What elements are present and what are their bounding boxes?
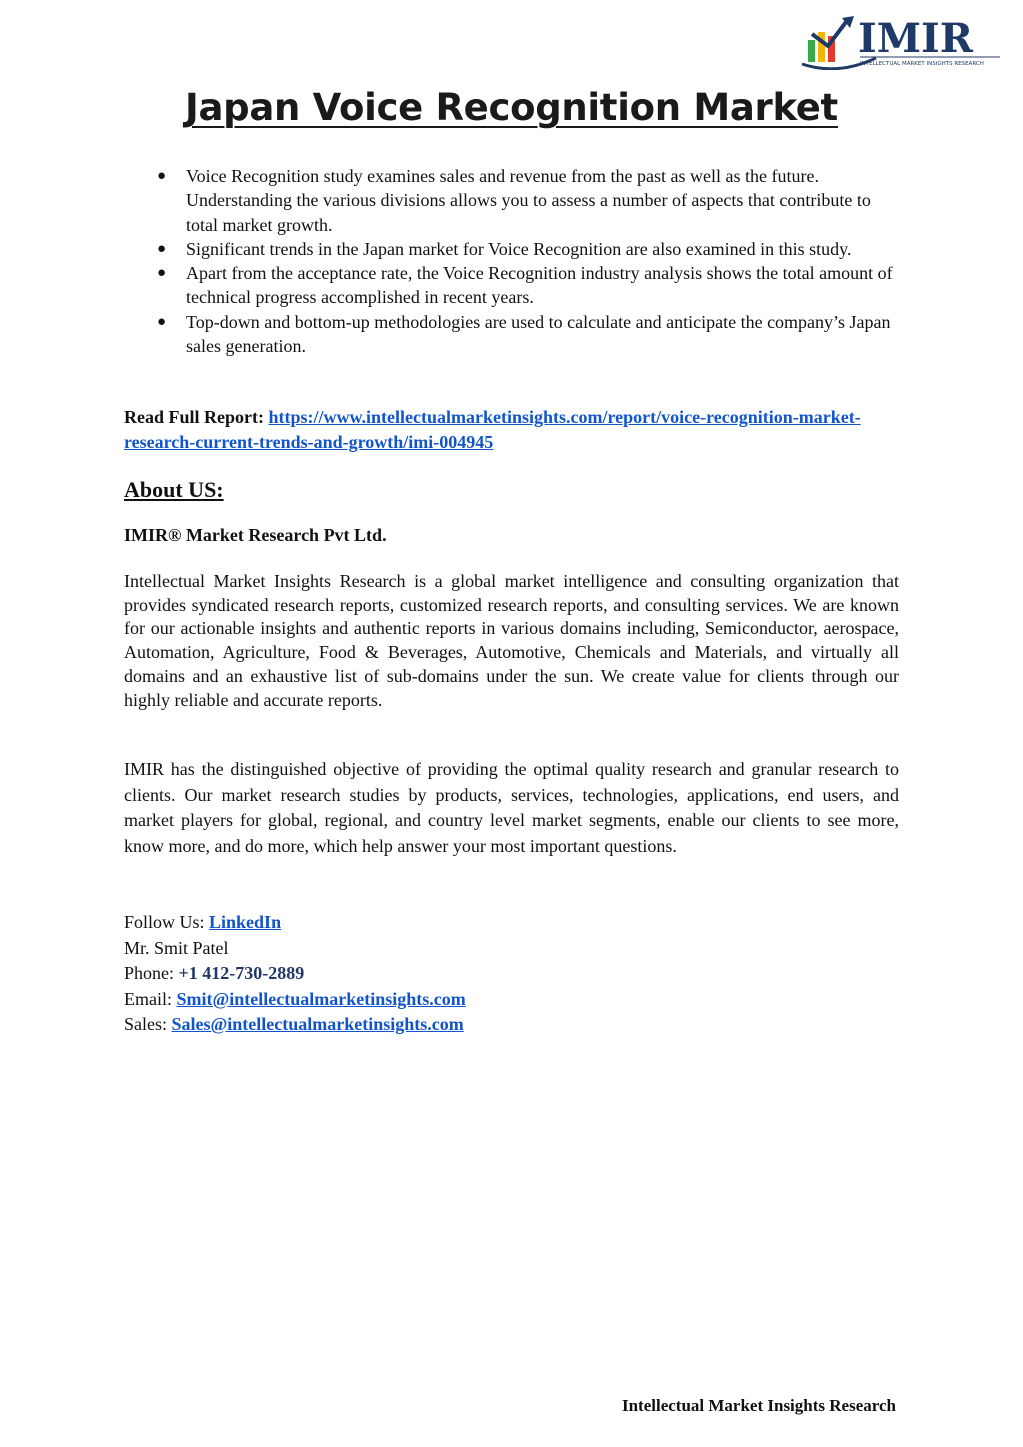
read-full-label: Read Full Report: [124,407,264,427]
contact-name: Mr. Smit Patel [124,937,229,958]
sales-row: Sales: Sales@intellectualmarketinsights.com [124,1014,464,1034]
sales-email-link[interactable]: Sales@intellectualmarketinsights.com [171,1014,464,1034]
follow-row: Follow Us: LinkedIn [124,912,282,932]
page-title: Japan Voice Recognition Market [185,86,838,129]
bullet-dot-icon: ● [157,240,167,257]
phone-number: +1 412-730-2889 [178,963,305,983]
about-paragraph-2: IMIR has the distinguished objective of providing the optimal quality research and granular research to clients. Our market research studies by products, services, technologies, applications, end users, and market players for global, regional, and country level market segments, enable our clients to see more, know more, and do more, which help answer your most important questions. [124,759,899,856]
read-full-report [124,405,904,455]
about-paragraph-1: Intellectual Market Insights Research is a global market intelligence and consulting organization that provides syndicated research reports, customized research reports, and consulting services. We are known for our actionable insights and authentic reports in various domains including, Semiconductor, aerospace, Automation, Agriculture, Food & Beverages, Automotive, Chemicals and Materials, and virtually all domains and an exhaustive list of sub-domains under the sun. We create value for clients through our highly reliable and accurate reports. [124,571,899,710]
bullet-dot-icon: ● [157,168,167,184]
imir-logo [798,14,1003,70]
bullet-item: ● Apart from the acceptance rate, the Voice Recognition industry analysis shows the total amount of technical progress accomplished in recent years. [157,263,893,308]
bullet-dot-icon: ● [157,313,167,330]
about-heading: About US: [124,477,224,502]
logo-tagline: INTELLECTUAL MARKET INSIGHTS RESEARCH [860,61,984,67]
bullet-item: ● Voice Recognition study examines sales and revenue from the past as well as the future. Understanding the various divisions allows you to assess a number of aspects that contribute to total market growth. [157,166,871,235]
bullet-item: ● Top-down and bottom-up methodologies are used to calculate and anticipate the company’s Japan sales generation. [157,311,891,357]
company-name: IMIR® Market Research Pvt Ltd. [124,525,387,545]
contact-block [124,910,466,1038]
logo-wordmark: IMIR [858,15,973,62]
footer-text: Intellectual Market Insights Research [621,1396,896,1415]
bullet-dot-icon: ● [157,265,167,282]
linkedin-link[interactable]: LinkedIn [209,912,282,932]
email-row: Email: Smit@intellectualmarketinsights.com [124,988,466,1009]
bullet-list [157,164,902,358]
bullet-item: ● Significant trends in the Japan market for Voice Recognition are also examined in this study. [186,237,902,261]
email-link[interactable]: Smit@intellectualmarketinsights.com [176,988,466,1009]
report-link[interactable]: https://www.intellectualmarketinsights.com/report/voice-recognition-market-research-current-trends-and-growth/imi-004945 [124,407,861,452]
phone-row: Phone: +1 412-730-2889 [124,963,305,983]
